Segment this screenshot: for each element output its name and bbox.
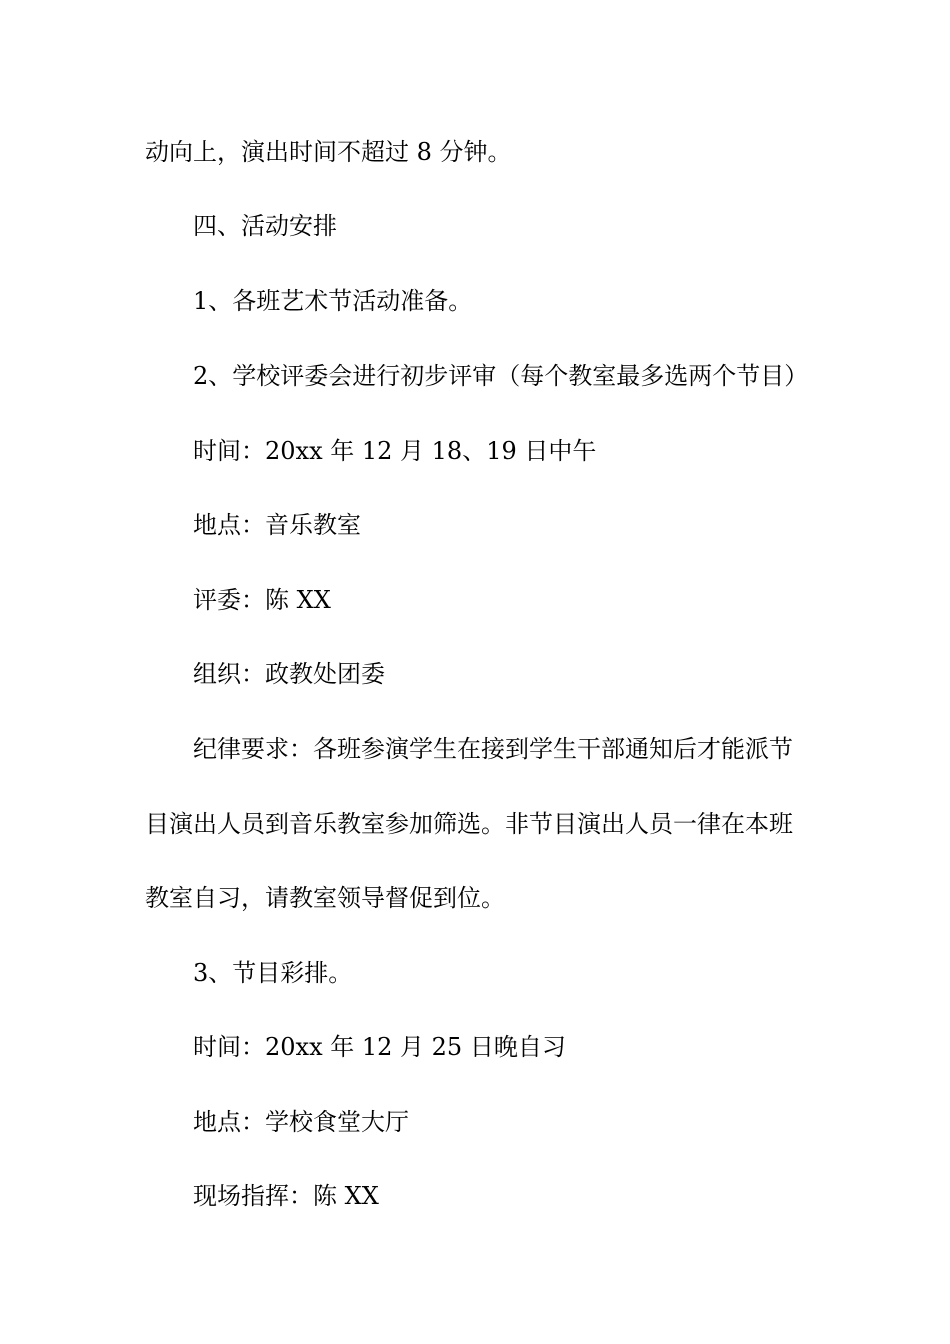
list-item: 2、学校评委会进行初步评审（每个教室最多选两个节目）	[193, 362, 809, 390]
section-heading: 四、活动安排	[193, 212, 337, 240]
paragraph-line: 纪律要求：各班参演学生在接到学生干部通知后才能派节	[193, 735, 793, 763]
detail-line: 时间：20xx 年 12 月 25 日晚自习	[193, 1033, 566, 1061]
detail-line: 现场指挥：陈 XX	[193, 1182, 379, 1210]
detail-line: 时间：20xx 年 12 月 18、19 日中午	[193, 437, 597, 465]
list-item: 3、节目彩排。	[193, 959, 353, 987]
detail-line: 组织：政教处团委	[193, 660, 385, 688]
paragraph-line: 教室自习，请教室领导督促到位。	[145, 884, 505, 912]
paragraph-line: 目演出人员到音乐教室参加筛选。非节目演出人员一律在本班	[145, 810, 793, 838]
list-item: 1、各班艺术节活动准备。	[193, 287, 473, 315]
detail-line: 地点：音乐教室	[193, 511, 361, 539]
detail-line: 地点：学校食堂大厅	[193, 1108, 409, 1136]
paragraph-continuation: 动向上，演出时间不超过 8 分钟。	[145, 138, 512, 166]
detail-line: 评委：陈 XX	[193, 586, 331, 614]
